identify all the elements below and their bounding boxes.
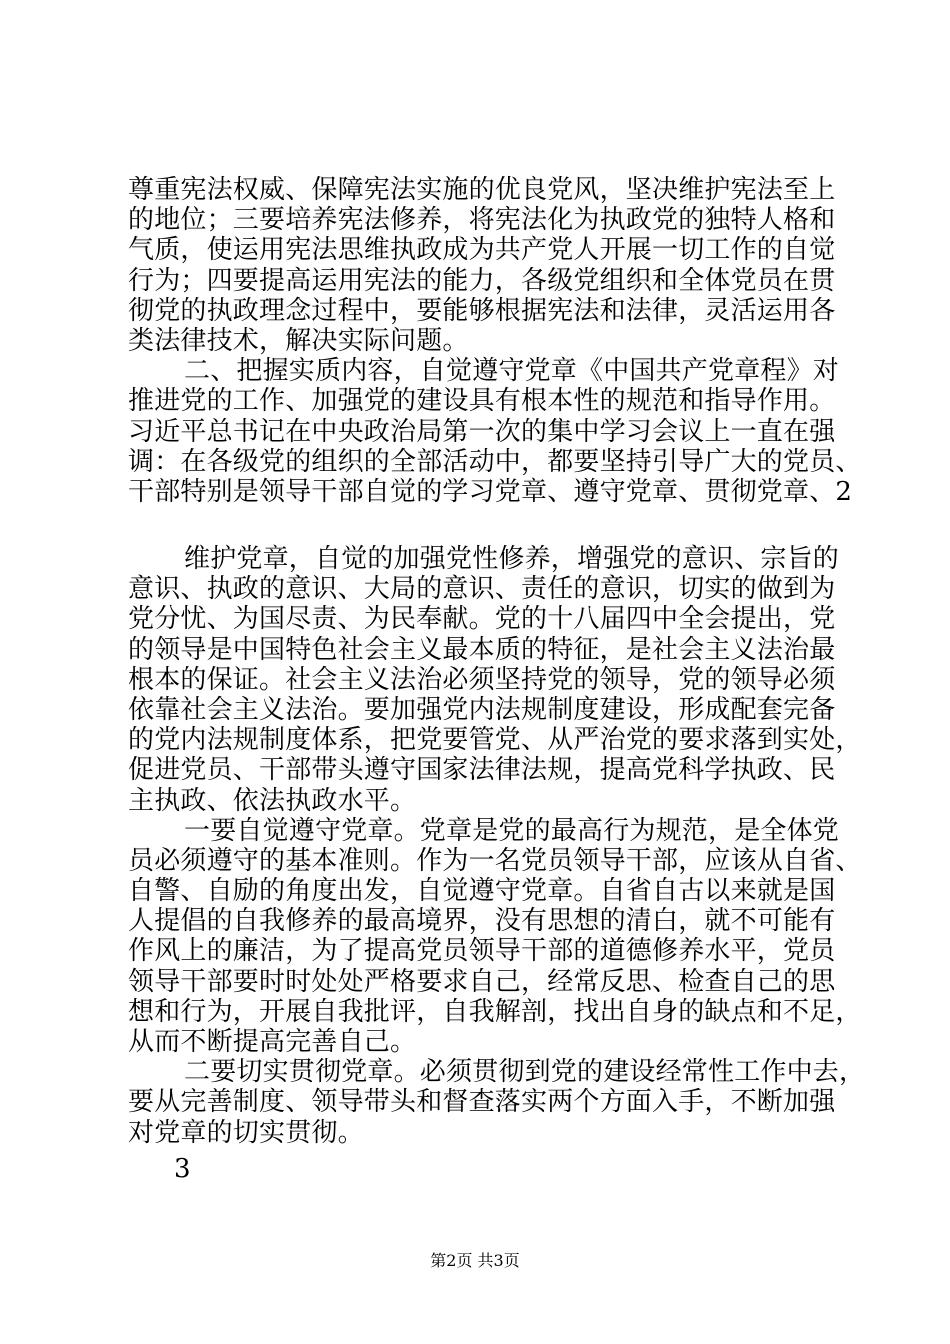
paragraph-line: 作风上的廉洁，为了提高党员领导干部的道德修养水平，党员 — [128, 936, 836, 967]
paragraph-line: 从而不断提高完善自己。 — [128, 1027, 417, 1057]
paragraph-line: 员必须遵守的基本准则。作为一名党员领导干部，应该从自省、 — [128, 845, 862, 876]
paragraph-line: 推进党的工作、加强党的建设具有根本性的规范和指导作用。 — [128, 386, 836, 417]
paragraph-line: 二、把握实质内容，自觉遵守党章《中国共产党章程》对 — [184, 356, 840, 387]
paragraph-line: 尊重宪法权威、保障宪法实施的优良党风，坚决维护宪法至上 — [128, 175, 836, 205]
paragraph-line: 一要自觉遵守党章。党章是党的最高行为规范，是全体党 — [184, 815, 840, 846]
paragraph-line: 自警、自励的角度出发，自觉遵守党章。自省自古以来就是国 — [128, 876, 836, 907]
paragraph-line: 根本的保证。社会主义法治必须坚持党的领导，党的领导必须 — [128, 664, 836, 695]
paragraph-line: 类法律技术，解决实际问题。 — [128, 325, 469, 356]
paragraph-line: 主执政、依法执政水平。 — [128, 785, 417, 816]
paragraph-line: 依靠社会主义法治。要加强党内法规制度建设，形成配套完备 — [128, 694, 836, 725]
paragraph-line: 意识、执政的意识、大局的意识、责任的意识，切实的做到为 — [128, 574, 836, 605]
paragraph-line: 的地位；三要培养宪法修养，将宪法化为执政党的独特人格和 — [128, 205, 836, 236]
paragraph-line: 促进党员、干部带头遵守国家法律法规，提高党科学执政、民 — [128, 755, 836, 786]
paragraph-line: 的党内法规制度体系，把党要管党、从严治党的要求落到实处， — [128, 725, 862, 756]
paragraph-line: 党分忧、为国尽责、为民奉献。党的十八届四中全会提出，党 — [128, 604, 836, 635]
text-section-1 — [128, 175, 862, 507]
paragraph-line: 的领导是中国特色社会主义最本质的特征，是社会主义法治最 — [128, 634, 836, 665]
paragraph-line: 人提倡的自我修养的最高境界，没有思想的清白，就不可能有 — [128, 906, 836, 937]
inline-page-number: 3 — [174, 1154, 191, 1184]
paragraph-line: 二要切实贯彻党章。必须贯彻到党的建设经常性工作中去， — [184, 1057, 866, 1088]
paragraph-line: 维护党章，自觉的加强党性修养，增强党的意识、宗旨的 — [184, 544, 840, 574]
paragraph-line: 气质，使运用宪法思维执政成为共产党人开展一切工作的自觉 — [128, 235, 836, 266]
paragraph-line: 想和行为，开展自我批评，自我解剖，找出自身的缺点和不足， — [128, 996, 862, 1027]
paragraph-line: 调：在各级党的组织的全部活动中，都要坚持引导广大的党员、 — [128, 446, 862, 477]
paragraph-line: 干部特别是领导干部自觉的学习党章、遵守党章、贯彻党章、2 — [128, 476, 853, 507]
paragraph-line: 要从完善制度、领导带头和督查落实两个方面入手，不断加强 — [128, 1087, 836, 1118]
paragraph-line: 习近平总书记在中央政治局第一次的集中学习会议上一直在强 — [128, 416, 836, 447]
paragraph-line: 彻党的执政理念过程中，要能够根据宪法和法律，灵活运用各 — [128, 295, 836, 326]
text-section-2 — [128, 544, 866, 1148]
paragraph-line: 行为；四要提高运用宪法的能力，各级党组织和全体党员在贯 — [128, 265, 836, 296]
paragraph-line: 领导干部要时时处处严格要求自己，经常反思、检查自己的思 — [128, 966, 836, 997]
paragraph-line: 对党章的切实贯彻。 — [128, 1117, 364, 1148]
page-footer: 第2页 共3页 — [430, 1251, 520, 1270]
